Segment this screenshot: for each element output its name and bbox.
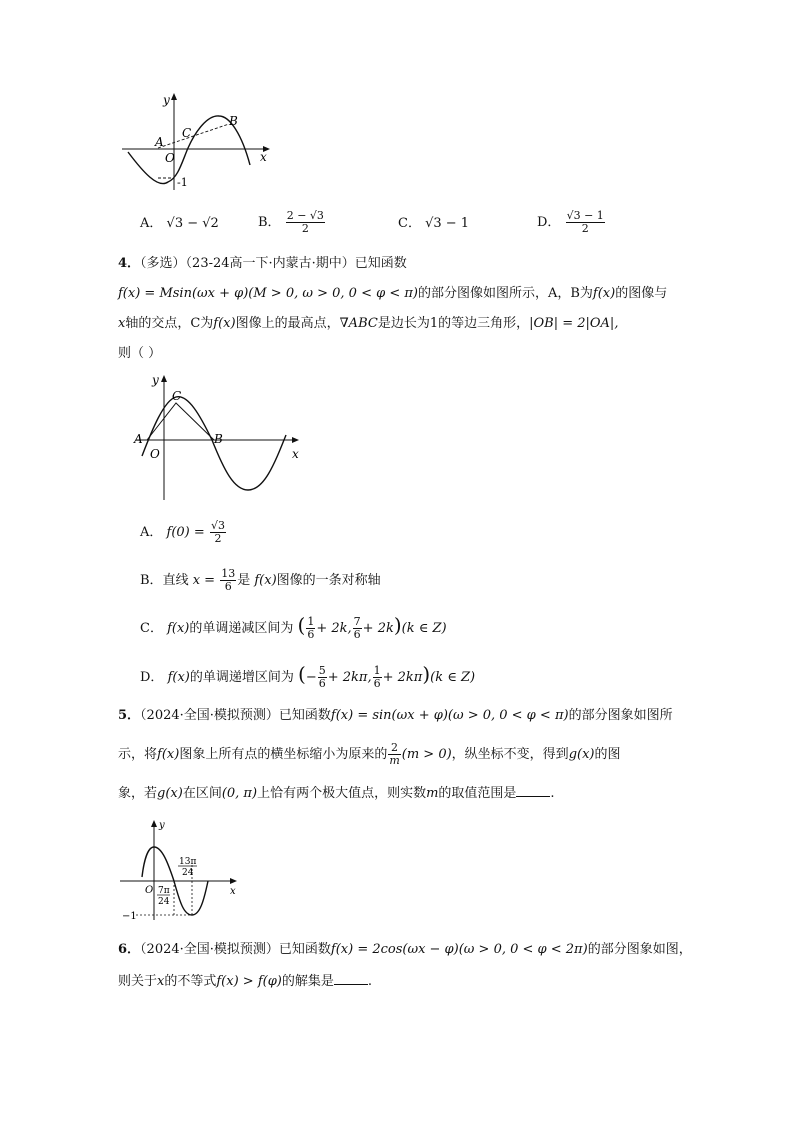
y-axis-arrow-icon — [151, 820, 157, 827]
text: 的部分图象如图所 — [568, 708, 673, 723]
text: . — [367, 974, 373, 989]
option-label: A． — [140, 216, 163, 231]
fx: f(x) — [592, 286, 616, 301]
text: 上恰有两个极大值点，则实数 — [257, 786, 427, 801]
q4-line2 — [118, 284, 667, 304]
expr: + 2kπ, — [327, 670, 372, 685]
answer-blank[interactable] — [516, 784, 550, 797]
label-C: C — [182, 126, 192, 140]
condition: (m > 0) — [401, 747, 452, 762]
text: 是边长为1的等边三角形， — [377, 316, 530, 331]
condition: (k ∈ Z) — [430, 670, 476, 685]
q4-line3 — [118, 314, 618, 334]
triangle: ∇ABC — [339, 316, 378, 331]
label-O: O — [165, 151, 175, 165]
label-neg1: -1 — [177, 176, 188, 189]
question-number: 6． — [118, 942, 141, 957]
x-axis-arrow-icon — [230, 878, 237, 884]
gx: g(x) — [157, 786, 183, 801]
expr: + 2k — [362, 621, 394, 636]
denominator: 2 — [301, 222, 309, 235]
label-C: C — [172, 389, 182, 403]
q4-line4 — [118, 344, 161, 364]
text: 是 — [237, 573, 251, 588]
y-axis-arrow-icon — [161, 375, 167, 382]
denominator: 6 — [353, 628, 361, 641]
numerator: 1 — [373, 664, 381, 677]
condition: (k ∈ Z) — [401, 621, 447, 636]
function-def: f(x) = Msin(ωx + φ)(M > 0, ω > 0, 0 < φ < π) — [118, 286, 418, 301]
label-O: O — [150, 447, 160, 461]
denominator: 6 — [307, 628, 315, 641]
fraction — [210, 520, 226, 545]
numerator: 1 — [307, 615, 315, 628]
numerator: 13 — [221, 567, 236, 580]
label-y: y — [152, 373, 159, 387]
q3-option-B[interactable] — [258, 210, 326, 235]
q5-figure — [118, 815, 248, 925]
q3-option-A[interactable] — [140, 214, 219, 234]
question-head: （多选）（23-24高一下·内蒙古·期中）已知函数 — [140, 256, 407, 271]
label-neg1: −1 — [122, 911, 137, 922]
numerator: 7 — [353, 615, 361, 628]
question-number: 5． — [118, 708, 141, 723]
gx: g(x) — [568, 747, 595, 762]
option-label: D． — [140, 670, 164, 685]
numerator: √3 — [210, 519, 225, 532]
answer-blank[interactable] — [334, 972, 368, 985]
text: 则（ ） — [118, 346, 162, 361]
fx: f(x) — [167, 621, 190, 636]
q4-option-C[interactable] — [140, 615, 447, 641]
var: x = — [192, 573, 216, 588]
function-def: f(x) = 2cos(ωx − φ)(ω > 0, 0 < φ < 2π) — [330, 942, 588, 957]
denominator: m — [389, 754, 400, 767]
fx: f(x) — [167, 670, 190, 685]
q6-line1 — [118, 940, 692, 960]
var-x: x — [157, 974, 165, 989]
q4-option-B[interactable] — [140, 568, 381, 593]
var-m: m — [426, 786, 439, 801]
q5-line3 — [118, 784, 555, 804]
option-label: C． — [398, 216, 421, 231]
text: 则关于 — [118, 974, 158, 989]
fraction — [220, 568, 236, 593]
text: 的不等式 — [164, 974, 217, 989]
label-y: y — [163, 93, 170, 107]
text: 直线 — [162, 573, 189, 588]
label-A: A — [134, 432, 143, 446]
fraction — [286, 210, 325, 235]
q6-line2 — [118, 972, 372, 992]
label-B: B — [214, 432, 223, 446]
text: 示，将 — [118, 747, 158, 762]
q3-figure — [118, 90, 278, 195]
label-y: y — [159, 820, 165, 831]
y-axis-arrow-icon — [171, 93, 177, 100]
fraction — [388, 742, 400, 767]
label-x: x — [260, 150, 267, 164]
text: 的部分图像如图所示，A，B为 — [417, 286, 593, 301]
numerator: √3 − 1 — [566, 209, 604, 222]
text: 图像上的最高点， — [235, 316, 340, 331]
dashed-AB — [158, 124, 229, 148]
numerator: 5 — [318, 664, 326, 677]
fraction — [353, 616, 362, 641]
var-x: x — [118, 316, 126, 331]
paren-close: ) — [393, 613, 402, 637]
fx: f(x) — [157, 747, 180, 762]
denominator: 6 — [373, 677, 381, 690]
expr: + 2kπ — [382, 670, 423, 685]
label-x: x — [230, 886, 236, 897]
inequality: f(x) > f(φ) — [216, 974, 282, 989]
option-text: √3 − √2 — [166, 216, 219, 231]
q4-option-D[interactable] — [140, 664, 475, 690]
label-O: O — [145, 885, 154, 896]
paren-close: ) — [422, 662, 431, 686]
question-number: 4． — [118, 256, 141, 271]
text: 图像的一条对称轴 — [276, 573, 381, 588]
option-label: B． — [140, 573, 163, 588]
text: 在区间 — [182, 786, 222, 801]
label-x: x — [292, 447, 299, 461]
label-A: A — [155, 135, 164, 149]
option-label: D． — [537, 215, 561, 230]
text: 的部分图象如图， — [587, 942, 692, 957]
label-7pi: 7π — [158, 886, 170, 896]
denominator: 6 — [224, 580, 232, 593]
q3-option-D[interactable] — [537, 210, 606, 235]
text: 的单调递减区间为 — [189, 621, 294, 636]
interval: (0, π) — [221, 786, 258, 801]
text: （2024·全国·模拟预测）已知函数 — [140, 708, 331, 723]
fraction — [373, 665, 382, 690]
denominator: 2 — [214, 532, 222, 545]
q5-line2 — [118, 742, 621, 767]
q4-option-A[interactable] — [140, 520, 227, 545]
minus: − — [305, 670, 317, 685]
fx: f(x) — [254, 573, 277, 588]
function-def: f(x) = sin(ωx + φ)(ω > 0, 0 < φ < π) — [330, 708, 569, 723]
fraction — [306, 616, 315, 641]
label-B: B — [229, 114, 238, 128]
text: ，纵坐标不变，得到 — [451, 747, 569, 762]
text: . — [550, 786, 555, 801]
q5-line1 — [118, 706, 673, 726]
text: 的单调递增区间为 — [189, 670, 294, 685]
fraction — [318, 665, 327, 690]
q3-option-C[interactable] — [398, 214, 469, 234]
q4-figure — [130, 370, 310, 502]
numerator: 2 − √3 — [286, 209, 324, 222]
label-13pi: 13π — [179, 857, 197, 867]
text: 的图 — [594, 747, 621, 762]
ratio: |OB| = 2|OA|, — [529, 316, 619, 331]
paren-open: ( — [297, 613, 306, 637]
numerator: 2 — [388, 742, 400, 755]
label-24a: 24 — [158, 897, 170, 907]
text: 象，若 — [118, 786, 158, 801]
text: 轴的交点，C为 — [125, 316, 214, 331]
x-axis-arrow-icon — [292, 437, 299, 443]
denominator: 2 — [581, 222, 589, 235]
text: 的取值范围是 — [438, 786, 517, 801]
label-24b: 24 — [182, 868, 194, 878]
option-label: A． — [140, 525, 163, 540]
option-text: √3 − 1 — [425, 216, 470, 231]
option-label: B． — [258, 215, 281, 230]
text: 的解集是 — [281, 974, 334, 989]
fx: f(x) — [213, 316, 236, 331]
text: 图象上所有点的横坐标缩小为原来的 — [179, 747, 388, 762]
q4-line1 — [118, 254, 407, 274]
option-label: C． — [140, 621, 163, 636]
paren-open: ( — [298, 662, 306, 686]
fraction — [566, 210, 605, 235]
denominator: 6 — [318, 677, 326, 690]
text: （2024·全国·模拟预测）已知函数 — [140, 942, 331, 957]
text: 的图像与 — [615, 286, 668, 301]
expr: + 2k, — [316, 621, 352, 636]
expr: f(0) = — [166, 525, 205, 540]
